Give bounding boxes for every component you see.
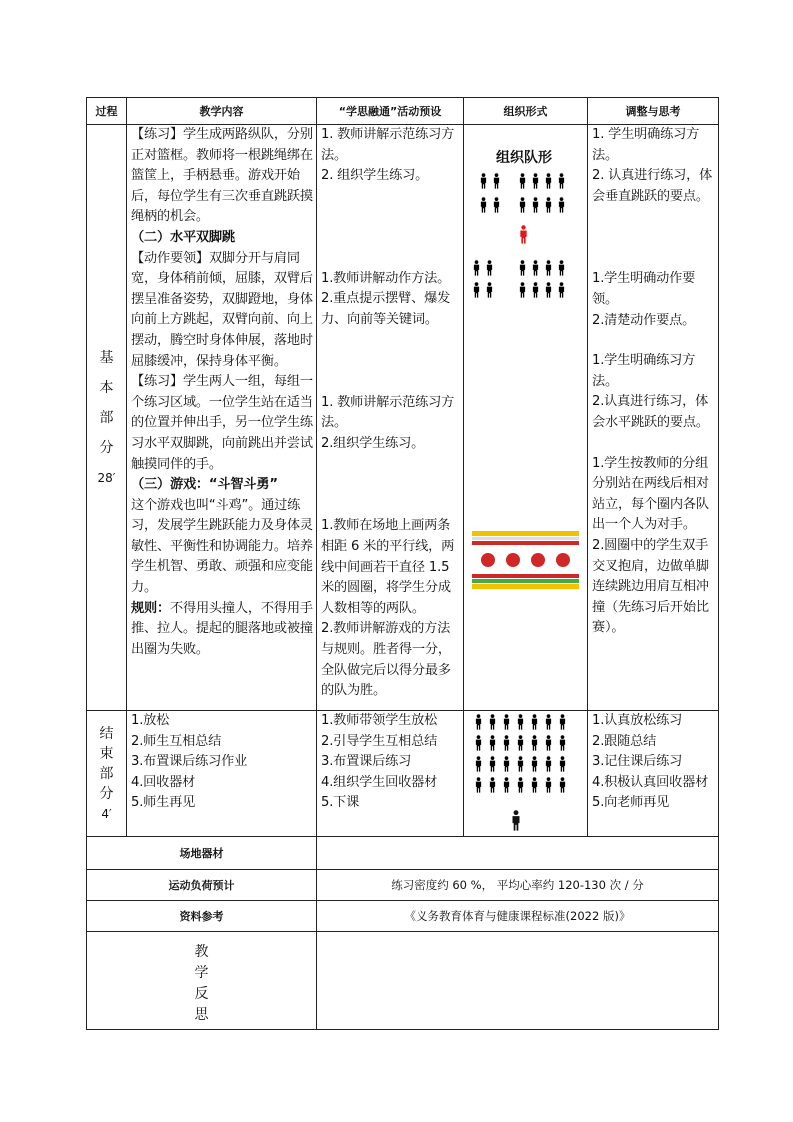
header-org: 组织形式 <box>464 98 588 125</box>
student-icon <box>517 735 524 751</box>
practice1: 【练习】学生成两路纵队，分别正对篮框。教师将一根跳绳绑在篮筐上，手柄悬垂。游戏开始后，每位学生有三次垂直跳跃摸绳柄的机会。 <box>131 127 313 225</box>
activity-c2: 2.组织学生练习。 <box>321 435 425 451</box>
student-icon <box>532 282 539 298</box>
student-icon <box>473 282 480 298</box>
teacher-icon-red <box>519 225 528 244</box>
formation1-right-group-2 <box>519 197 565 213</box>
ending-row <box>475 714 566 730</box>
student-icon <box>545 282 552 298</box>
practice2: 【练习】学生两人一组，每组一个练习区域。一位学生站在适当的位置并伸出手，另一位学生练习水平双脚跳，向前跳出并尝试触摸同伴的手。 <box>131 374 313 472</box>
student-icon <box>475 735 482 751</box>
student-icon <box>559 777 566 793</box>
header-row <box>87 98 719 125</box>
reflect-value <box>317 932 719 1030</box>
basic-activity-cell <box>317 125 464 711</box>
student-icon <box>489 735 496 751</box>
ref-label: 资料参考 <box>87 901 317 932</box>
reflect-label: 教 学 反 思 <box>87 932 317 1030</box>
student-icon <box>493 173 500 189</box>
activity-b1: 1.教师讲解动作方法。 <box>321 270 451 286</box>
student-icon <box>486 260 493 276</box>
adjust-a2: 2. 认真进行练习，体会垂直跳跃的要点。 <box>592 168 713 204</box>
ending-content-cell <box>127 711 317 837</box>
student-icon <box>475 714 482 730</box>
ending-section-row <box>87 711 719 837</box>
ref-value: 《义务教育体育与健康课程标准(2022 版)》 <box>317 901 719 932</box>
ref-row <box>87 901 719 932</box>
game-field-illustration <box>470 528 581 594</box>
student-icon <box>545 735 552 751</box>
essentials: 【动作要领】双脚分开与肩同宽，身体稍前倾，屈膝，双臂后摆呈准备姿势，双脚蹬地，身体向前上方跳起，双臂向前、向上摆动，腾空时身体伸展，落地时屈膝缓冲，保持身体平衡。 <box>131 250 313 369</box>
ending-activity-cell <box>317 711 464 837</box>
formation1-right-group <box>519 173 565 189</box>
student-icon <box>558 197 565 213</box>
game-desc: 这个游戏也叫“斗鸡”。通过练习，发展学生跳跃能力及身体灵敏性、平衡性和协调能力。培养学生机智、勇敢、顽强和应变能力。 <box>131 497 313 596</box>
student-icon <box>489 777 496 793</box>
load-label: 运动负荷预计 <box>87 870 317 901</box>
student-icon <box>558 173 565 189</box>
student-icon <box>517 714 524 730</box>
activity-c1: 1. 教师讲解示范练习方法。 <box>321 394 455 431</box>
student-icon <box>531 756 538 772</box>
ending-activity-item: 5.下课 <box>321 795 360 811</box>
adjust-c2: 2.认真进行练习，体会水平跳跃的要点。 <box>592 394 709 430</box>
adjust-c1: 1.学生明确练习方法。 <box>592 353 696 389</box>
student-icon <box>486 282 493 298</box>
student-icon <box>517 777 524 793</box>
activity-d2: 2.教师讲解游戏的方法与规则。胜者得一分，全队做完后以得分最多的队为胜。 <box>321 621 451 699</box>
reflect-row <box>87 932 719 1030</box>
formation2-left-2 <box>473 282 493 298</box>
basic-org-cell <box>464 125 588 711</box>
student-icon <box>493 197 500 213</box>
student-icon <box>489 714 496 730</box>
ending-content-item: 5.师生再见 <box>131 795 196 811</box>
basic-adjust-cell <box>588 125 719 711</box>
student-icon <box>532 173 539 189</box>
ending-content-item: 4.回收器材 <box>131 774 196 790</box>
student-icon <box>531 714 538 730</box>
student-icon <box>519 173 526 189</box>
formation2-right <box>519 260 565 276</box>
activity-a2: 2. 组织学生练习。 <box>321 168 429 184</box>
student-icon <box>531 735 538 751</box>
student-icon <box>545 260 552 276</box>
ending-row <box>475 735 566 751</box>
formation2-right-2 <box>519 282 565 298</box>
student-icon <box>503 756 510 772</box>
ending-activity-item: 1.教师带领学生放松 <box>321 713 438 728</box>
basic-section-label: 基 本 部 分 28′ <box>87 125 127 711</box>
sub3-title: （三）游戏：“斗智斗勇” <box>131 477 278 493</box>
formation2-left <box>473 260 493 276</box>
student-icon <box>545 197 552 213</box>
org-formation-title: 组织队形 <box>496 150 552 166</box>
student-icon <box>559 735 566 751</box>
ending-adjust-item: 1.认真放松练习 <box>592 713 683 728</box>
student-icon <box>473 260 480 276</box>
student-icon <box>545 173 552 189</box>
student-icon <box>475 756 482 772</box>
student-icon <box>558 282 565 298</box>
load-value: 练习密度约 60 %， 平均心率约 120-130 次 / 分 <box>317 870 719 901</box>
formation1-left-group-2 <box>480 197 500 213</box>
game-field-circles <box>481 553 570 567</box>
ending-adjust-item: 3.记住课后练习 <box>592 754 683 770</box>
student-icon <box>532 260 539 276</box>
student-icon <box>545 777 552 793</box>
ending-activity-item: 2.引导学生互相总结 <box>321 733 438 749</box>
basic-content-cell <box>127 125 317 711</box>
adjust-b1: 1.学生明确动作要领。 <box>592 271 696 307</box>
student-icon <box>480 197 487 213</box>
student-icon <box>519 260 526 276</box>
ending-adjust-item: 2.跟随总结 <box>592 733 657 749</box>
game-field-top-row <box>472 531 579 545</box>
game-field-bottom-row <box>472 574 579 589</box>
student-icon <box>489 756 496 772</box>
venue-row <box>87 837 719 870</box>
ending-content-item: 1.放松 <box>131 713 170 728</box>
student-icon <box>475 777 482 793</box>
ending-adjust-item: 4.积极认真回收器材 <box>592 774 709 790</box>
activity-d1: 1.教师在场地上画两条相距 6 米的平行线，两线中间画若干直径 1.5 米的圆圈，将学生分成人数相等的两队。 <box>321 518 455 616</box>
student-icon <box>503 735 510 751</box>
student-icon <box>503 777 510 793</box>
ending-adjust-cell <box>588 711 719 837</box>
load-row <box>87 870 719 901</box>
activity-b2: 2.重点提示摆臂、爆发力、向前等关键词。 <box>321 291 451 327</box>
student-icon <box>532 197 539 213</box>
header-process: 过程 <box>87 98 127 125</box>
adjust-b2: 2.清楚动作要点。 <box>592 312 696 328</box>
ending-activity-item: 3.布置课后练习 <box>321 754 412 770</box>
student-icon <box>531 777 538 793</box>
header-content: 教学内容 <box>127 98 317 125</box>
student-icon <box>519 197 526 213</box>
game-rules: 规则：不得用头撞人，不得用手推、拉人。提起的腿落地或被撞出圈为失败。 <box>131 600 313 657</box>
venue-value <box>317 837 719 870</box>
ending-formation <box>475 714 566 797</box>
adjust-d2: 2.圆圈中的学生双手交叉抱肩，边做单脚连续跳边用肩互相冲撞（先练习后开始比赛）。 <box>592 537 709 636</box>
lesson-plan-table <box>86 97 719 1030</box>
header-activity: “学思融通”活动预设 <box>317 98 464 125</box>
student-icon <box>545 756 552 772</box>
sub2-title: （二）水平双脚跳 <box>131 229 235 245</box>
activity-a1: 1. 教师讲解示范练习方法。 <box>321 127 455 163</box>
ending-content-item: 2.师生互相总结 <box>131 733 222 749</box>
student-icon <box>545 714 552 730</box>
header-adjust: 调整与思考 <box>588 98 719 125</box>
student-icon <box>559 714 566 730</box>
ending-row <box>475 756 566 772</box>
venue-label: 场地器材 <box>87 837 317 870</box>
formation1-left-group <box>480 173 500 189</box>
student-icon <box>480 173 487 189</box>
student-icon <box>559 756 566 772</box>
student-icon <box>519 282 526 298</box>
student-icon <box>503 714 510 730</box>
ending-content-item: 3.布置课后练习作业 <box>131 754 248 770</box>
ending-row <box>475 777 566 793</box>
ending-activity-item: 4.组织学生回收器材 <box>321 774 438 790</box>
ending-adjust-item: 5.向老师再见 <box>592 795 670 811</box>
student-icon <box>517 756 524 772</box>
ending-org-cell <box>464 711 588 837</box>
adjust-d1: 1.学生按教师的分组分别站在两线后相对站立，每个圈内各队出一个人为对手。 <box>592 455 709 533</box>
basic-section-row <box>87 125 719 711</box>
ending-section-label: 结 束 部 分 4′ <box>87 711 127 837</box>
teacher-icon <box>511 810 521 831</box>
student-icon <box>558 260 565 276</box>
lesson-plan-page <box>86 97 718 1030</box>
adjust-a1: 1. 学生明确练习方法。 <box>592 127 700 163</box>
